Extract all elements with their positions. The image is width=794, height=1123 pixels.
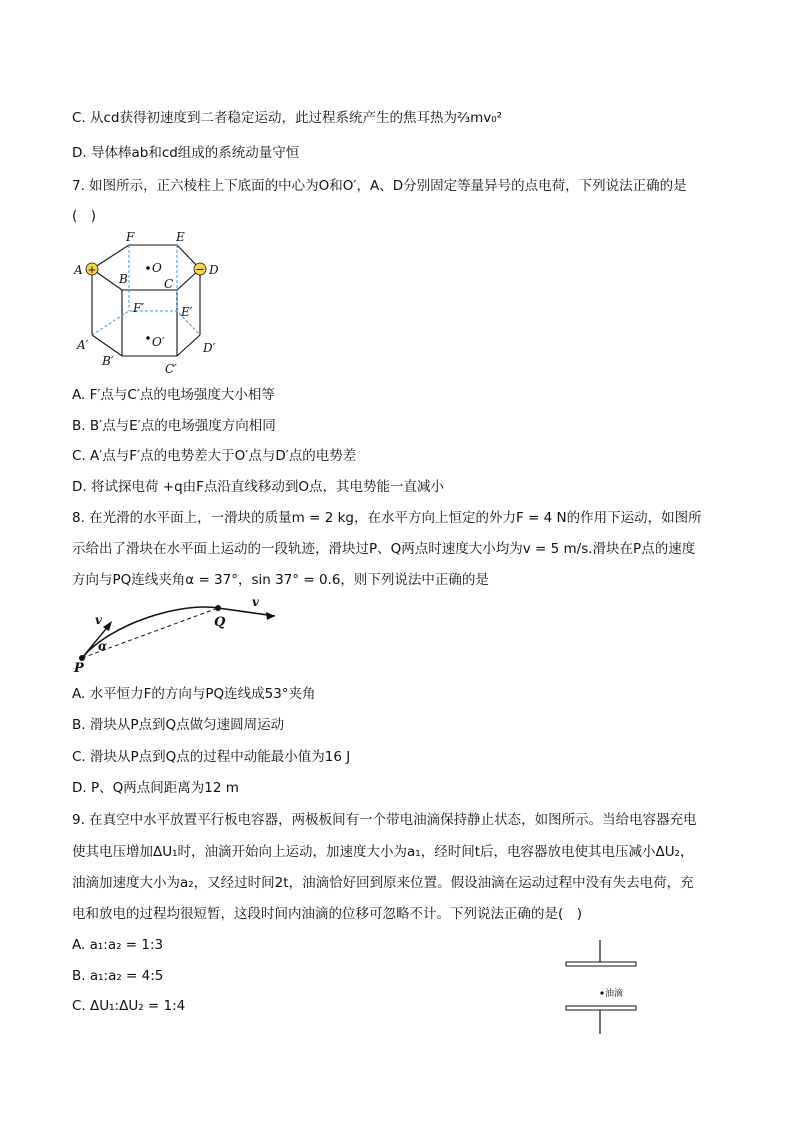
q7-option-c: C. A′点与F′点的电势差大于O′点与D′点的电势差	[72, 448, 357, 464]
q9-stem-line1: 9. 在真空中水平放置平行板电容器，两极板间有一个带电油滴保持静止状态，如图所示。当给电容器充电	[72, 812, 697, 828]
q9-stem-line2: 使其电压增加ΔU₁时，油滴开始向上运动，加速度大小为a₁，经时间t后，电容器放电使其电压减小ΔU₂，	[72, 844, 694, 860]
svg-text:P: P	[74, 661, 84, 674]
q9-stem-line3: 油滴加速度大小为a₂，又经过时间2t，油滴恰好回到原来位置。假设油滴在运动过程中没有失去电荷，充	[72, 875, 694, 891]
svg-text:E: E	[176, 230, 185, 244]
svg-text:A: A	[74, 263, 83, 277]
q9-option-c: C. ΔU₁:ΔU₂ = 1:4	[72, 998, 186, 1014]
svg-text:D′: D′	[203, 341, 216, 355]
svg-text:D: D	[209, 263, 219, 277]
svg-text:v: v	[252, 595, 259, 609]
q9-stem-line4: 电和放电的过程均很短暂，这段时间内油滴的位移可忽略不计。下列说法正确的是( )	[72, 906, 583, 922]
q8-stem-line1: 8. 在光滑的水平面上，一滑块的质量m = 2 kg，在水平方向上恒定的外力F = 4 N的作用下运动，如图所	[72, 510, 702, 526]
q9-option-a: A. a₁:a₂ = 1:3	[72, 937, 164, 953]
svg-text:E′: E′	[181, 305, 193, 319]
q8-stem-line3: 方向与PQ连线夹角α = 37°，sin 37° = 0.6，则下列说法中正确的是	[72, 572, 489, 588]
q8-option-a: A. 水平恒力F的方向与PQ连线成53°夹角	[72, 686, 316, 702]
q7-option-a: A. F′点与C′点的电场强度大小相等	[72, 387, 275, 403]
q6-option-d: D. 导体棒ab和cd组成的系统动量守恒	[72, 145, 300, 161]
q8-option-c: C. 滑块从P点到Q点的过程中动能最小值为16 J	[72, 749, 351, 765]
svg-text:F′: F′	[133, 301, 145, 315]
q8-option-b: B. 滑块从P点到Q点做匀速圆周运动	[72, 717, 285, 733]
svg-text:O′: O′	[152, 335, 165, 349]
svg-text:C′: C′	[165, 362, 177, 376]
svg-text:α: α	[98, 639, 108, 653]
svg-text:B: B	[119, 272, 128, 286]
svg-text:F: F	[126, 230, 135, 244]
q7-stem: 7. 如图所示，正六棱柱上下底面的中心为O和O′，A、D分别固定等量异号的点电荷，下列说法正确的是	[72, 178, 687, 194]
q7-option-d: D. 将试探电荷 +q由F点沿直线移动到O点，其电势能一直减小	[72, 479, 445, 495]
svg-text:C: C	[164, 277, 174, 291]
svg-text:−: −	[195, 263, 205, 276]
svg-text:O: O	[152, 261, 162, 275]
q6-option-c: C. 从cd获得初速度到二者稳定运动，此过程系统产生的焦耳热为⅔mv₀²	[72, 110, 503, 126]
svg-text:油滴: 油滴	[605, 989, 624, 999]
q8-stem-line2: 示给出了滑块在水平面上运动的一段轨迹，滑块过P、Q两点时速度大小均为v = 5 m/s.滑块在P点的速度	[72, 541, 696, 557]
svg-text:A′: A′	[77, 338, 89, 352]
q7-option-b: B. B′点与E′点的电场强度方向相同	[72, 418, 276, 434]
q9-option-b: B. a₁:a₂ = 4:5	[72, 968, 164, 984]
svg-text:v: v	[95, 613, 102, 627]
q8-option-d: D. P、Q两点间距离为12 m	[72, 780, 239, 796]
q7-paren: ( )	[72, 208, 97, 224]
hexagonal-prism-figure	[72, 228, 242, 378]
svg-text:Q: Q	[214, 615, 226, 630]
trajectory-figure	[70, 594, 290, 674]
capacitor-figure	[560, 938, 640, 1038]
svg-text:B′: B′	[102, 354, 114, 368]
svg-text:+: +	[87, 265, 97, 276]
